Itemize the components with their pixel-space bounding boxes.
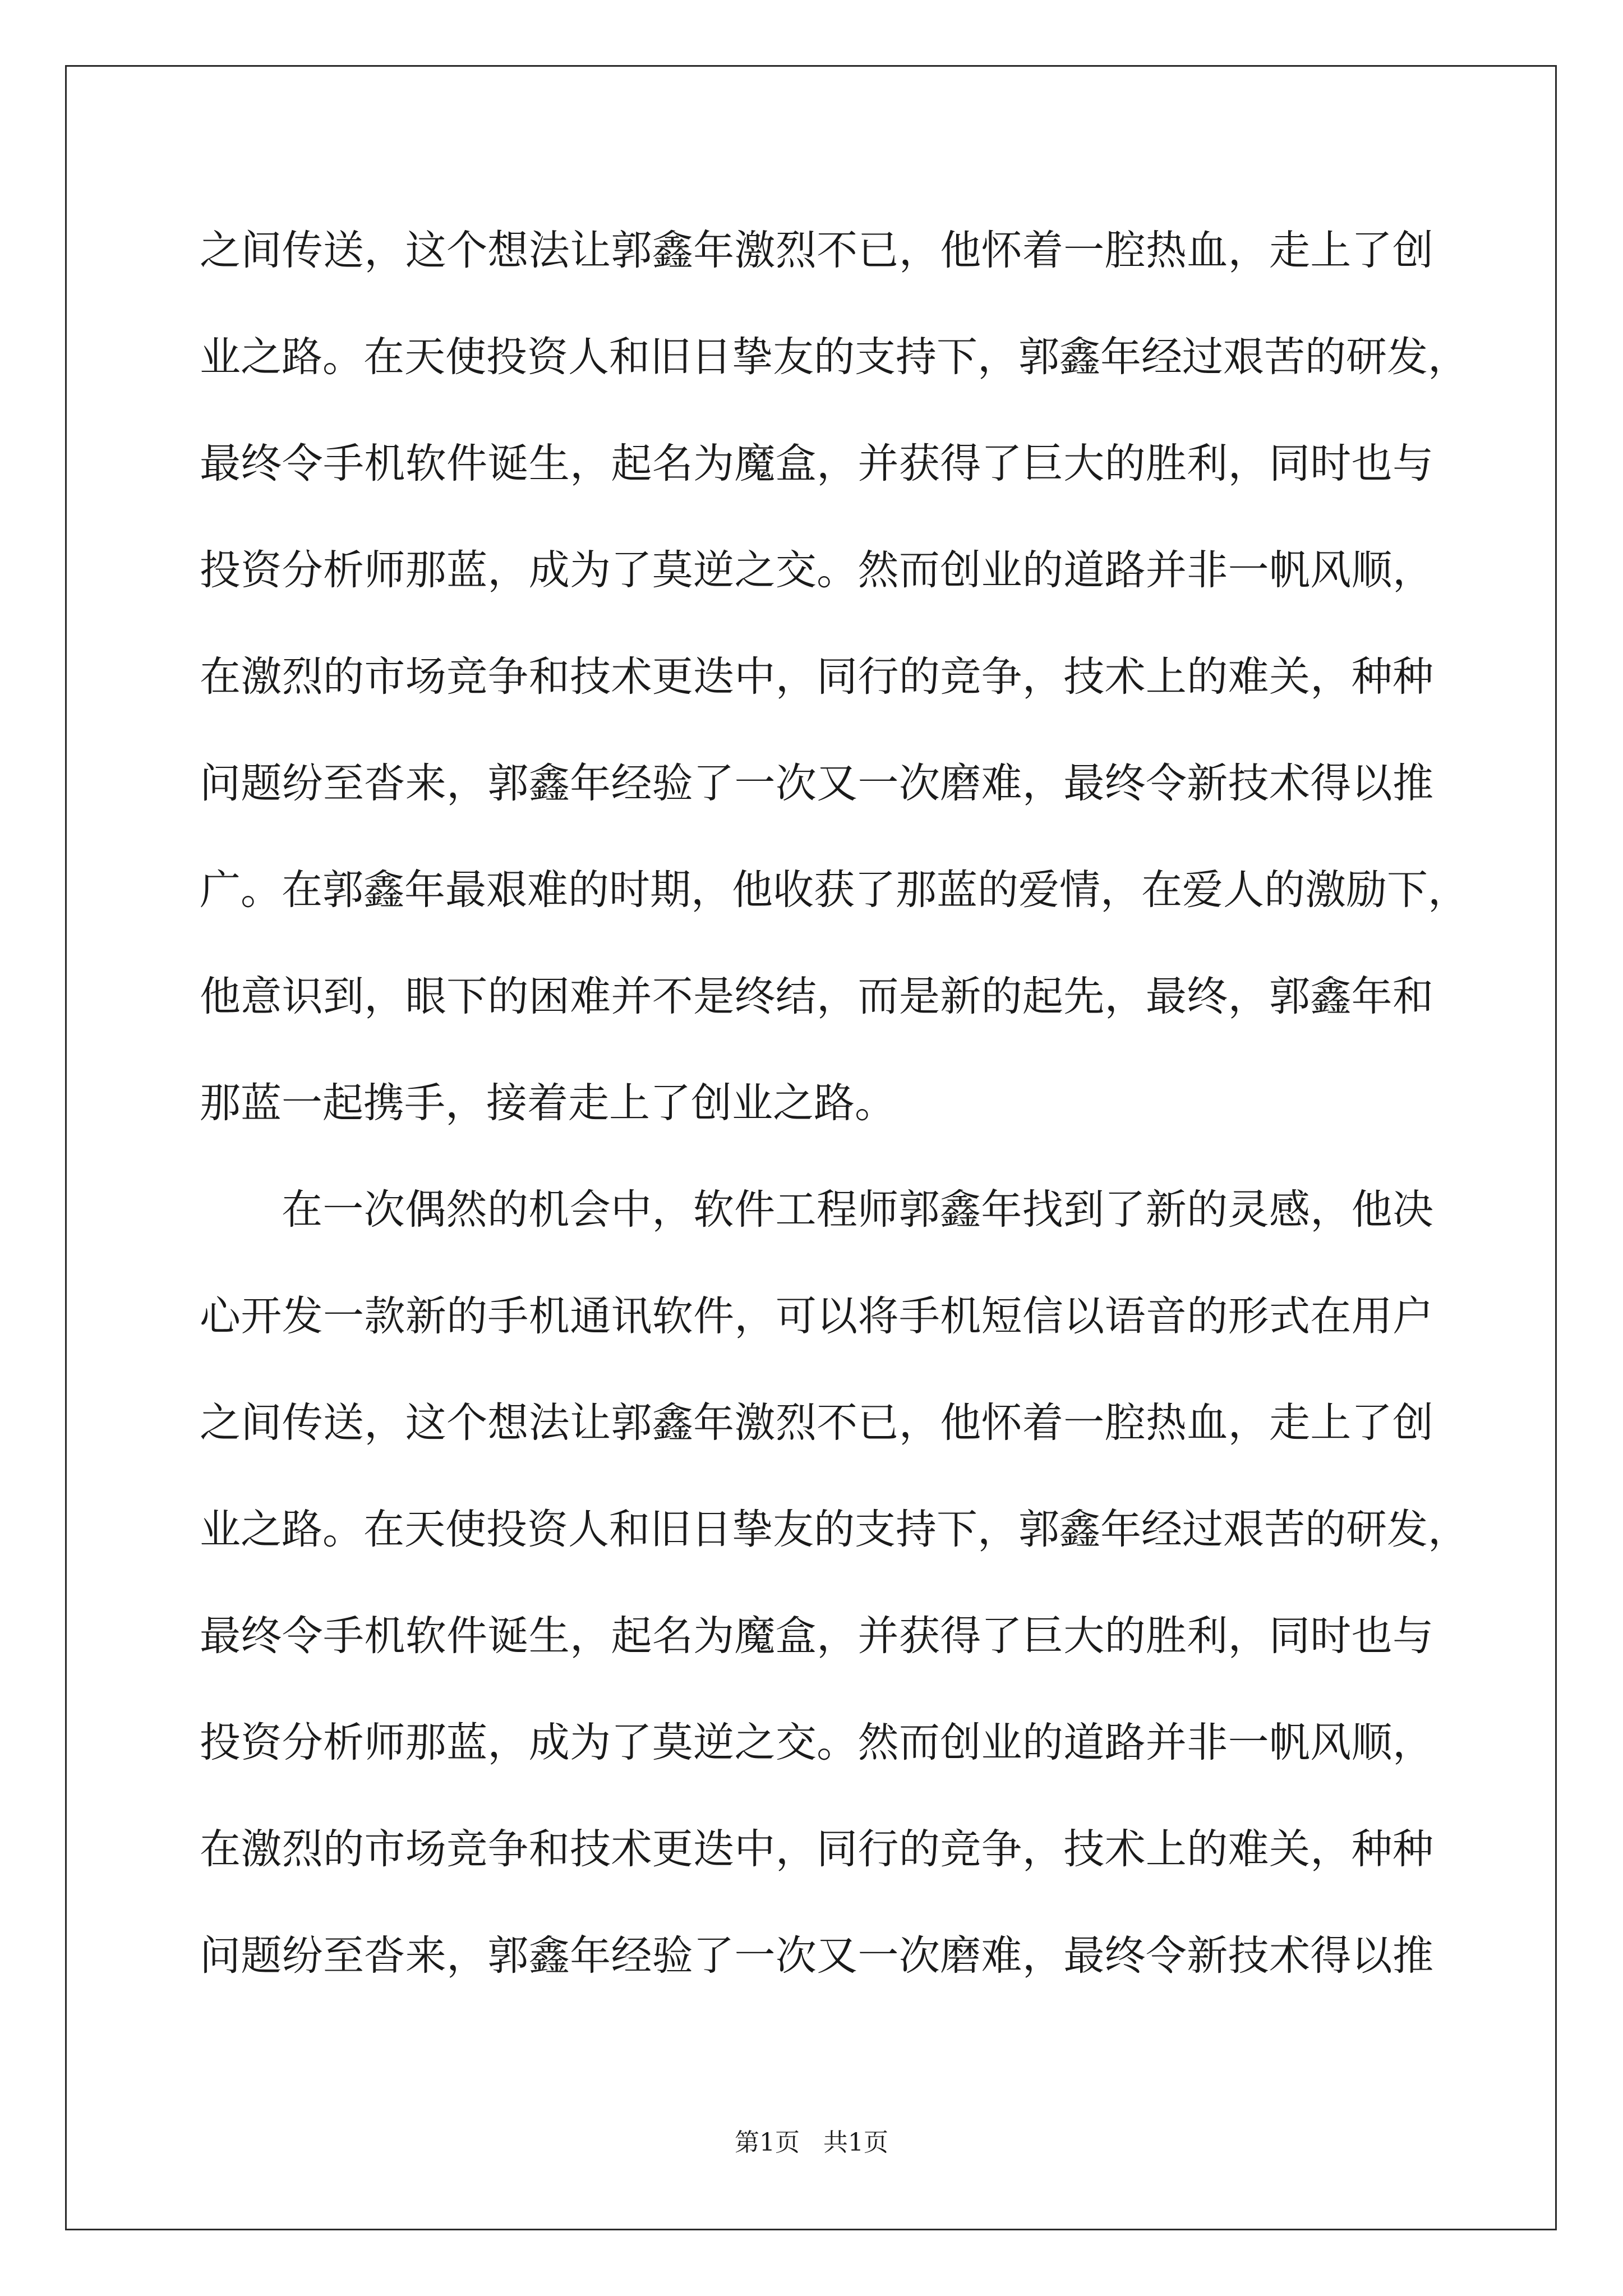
text-line: 最终令手机软件诞生，起名为魔盒，并获得了巨大的胜利，同时也与 bbox=[200, 440, 1433, 487]
text-line: 投资分析师那蓝，成为了莫逆之交。然而创业的道路并非一帆风顺， bbox=[200, 1719, 1433, 1766]
footer-spacer bbox=[800, 2128, 823, 2157]
text-line: 问题纷至沓来，郭鑫年经验了一次又一次磨难，最终令新技术得以推 bbox=[200, 1932, 1433, 1980]
page-footer bbox=[0, 2126, 1623, 2160]
text-line: 在激烈的市场竞争和技术更迭中，同行的竞争，技术上的难关，种种 bbox=[200, 653, 1433, 701]
text-line: 业之路。在天使投资人和旧日挚友的支持下，郭鑫年经过艰苦的研发， bbox=[200, 333, 1469, 381]
text-line: 那蓝一起携手，接着走上了创业之路。 bbox=[200, 1079, 896, 1127]
body-text bbox=[200, 197, 1469, 2009]
text-line: 广。在郭鑫年最艰难的时期，他收获了那蓝的爱情，在爱人的激励下， bbox=[200, 866, 1469, 914]
text-line: 投资分析师那蓝，成为了莫逆之交。然而创业的道路并非一帆风顺， bbox=[200, 546, 1433, 594]
text-line: 最终令手机软件诞生，起名为魔盒，并获得了巨大的胜利，同时也与 bbox=[200, 1612, 1433, 1660]
text-line: 心开发一款新的手机通讯软件，可以将手机短信以语音的形式在用户 bbox=[200, 1292, 1433, 1340]
page-total: 共1页 bbox=[823, 2128, 888, 2157]
text-line: 问题纷至沓来，郭鑫年经验了一次又一次磨难，最终令新技术得以推 bbox=[200, 760, 1433, 807]
text-line: 业之路。在天使投资人和旧日挚友的支持下，郭鑫年经过艰苦的研发， bbox=[200, 1506, 1469, 1553]
paragraph-first-line: 在一次偶然的机会中，软件工程师郭鑫年找到了新的灵感，他决 bbox=[282, 1186, 1433, 1234]
text-line: 之间传送，这个想法让郭鑫年激烈不已，他怀着一腔热血，走上了创 bbox=[200, 227, 1433, 274]
text-line: 他意识到，眼下的困难并不是终结，而是新的起先，最终，郭鑫年和 bbox=[200, 973, 1433, 1020]
text-line: 在激烈的市场竞争和技术更迭中，同行的竞争，技术上的难关，种种 bbox=[200, 1825, 1433, 1873]
text-line: 之间传送，这个想法让郭鑫年激烈不已，他怀着一腔热血，走上了创 bbox=[200, 1399, 1433, 1447]
page-number: 第1页 bbox=[735, 2128, 800, 2157]
